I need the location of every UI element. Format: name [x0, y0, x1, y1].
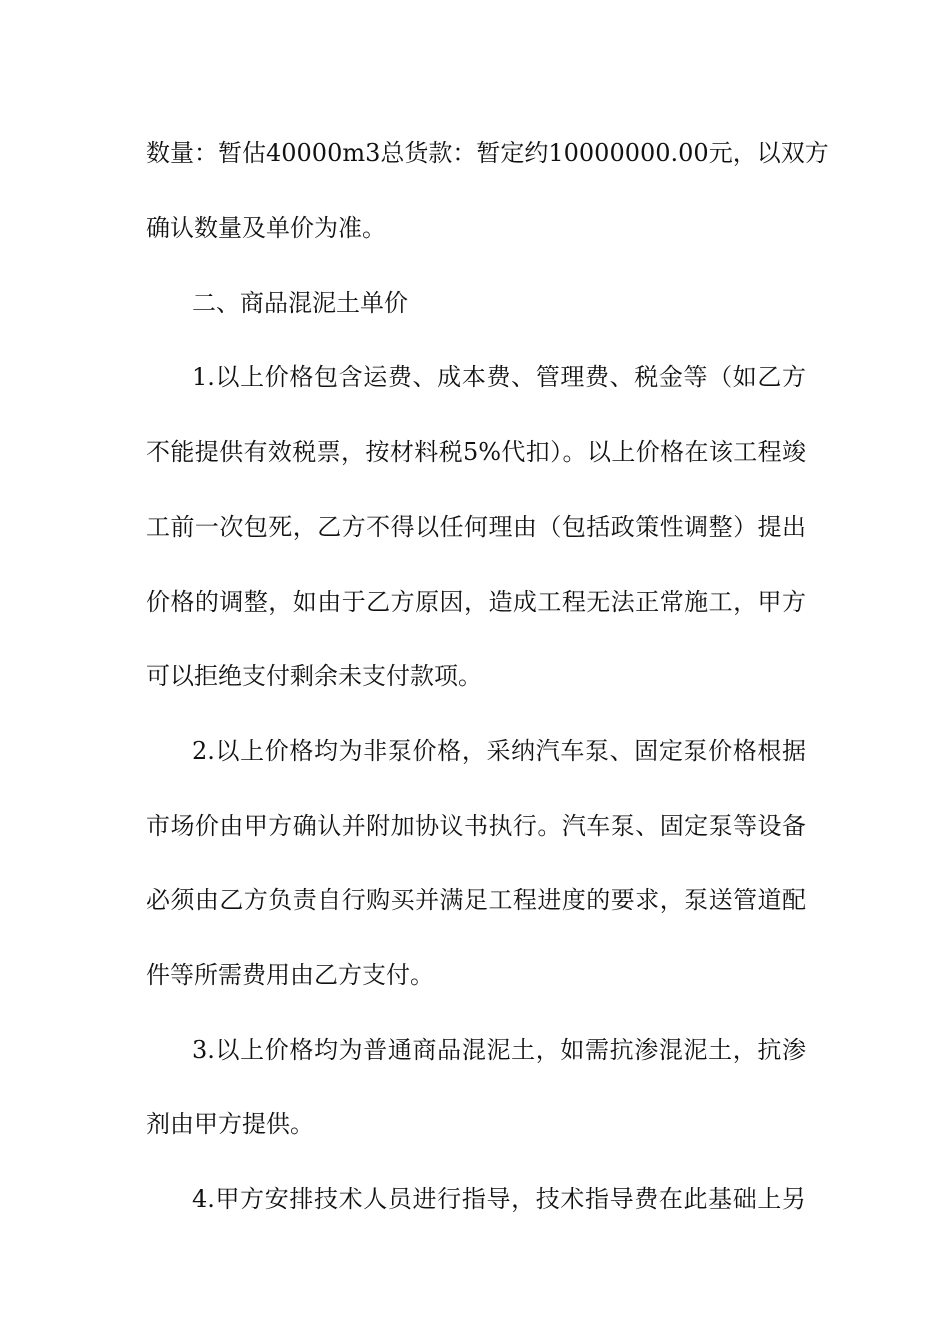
- text-line: 不能提供有效税票，按材料税5%代扣）。以上价格在该工程竣: [146, 438, 806, 466]
- text-line: 工前一次包死，乙方不得以任何理由（包括政策性调整）提出: [146, 513, 806, 541]
- text-line: 1.以上价格包含运费、成本费、管理费、税金等（如乙方: [192, 363, 806, 391]
- text-line: 必须由乙方负责自行购买并满足工程进度的要求，泵送管道配: [146, 886, 806, 914]
- text-line: 价格的调整，如由于乙方原因，造成工程无法正常施工，甲方: [146, 588, 806, 616]
- text-line: 3.以上价格均为普通商品混泥土，如需抗渗混泥土，抗渗: [192, 1036, 806, 1064]
- section-heading: 二、商品混泥土单价: [192, 289, 408, 317]
- text-line: 确认数量及单价为准。: [146, 214, 386, 242]
- text-line: 数量：暂估40000m3总货款：暂定约10000000.00元，以双方: [146, 139, 829, 167]
- text-line: 4.甲方安排技术人员进行指导，技术指导费在此基础上另: [192, 1185, 806, 1213]
- text-line: 可以拒绝支付剩余未支付款项。: [146, 662, 482, 690]
- text-line: 剂由甲方提供。: [146, 1110, 314, 1138]
- text-line: 市场价由甲方确认并附加协议书执行。汽车泵、固定泵等设备: [146, 812, 806, 840]
- text-line: 2.以上价格均为非泵价格，采纳汽车泵、固定泵价格根据: [192, 737, 806, 765]
- text-line: 件等所需费用由乙方支付。: [146, 961, 434, 989]
